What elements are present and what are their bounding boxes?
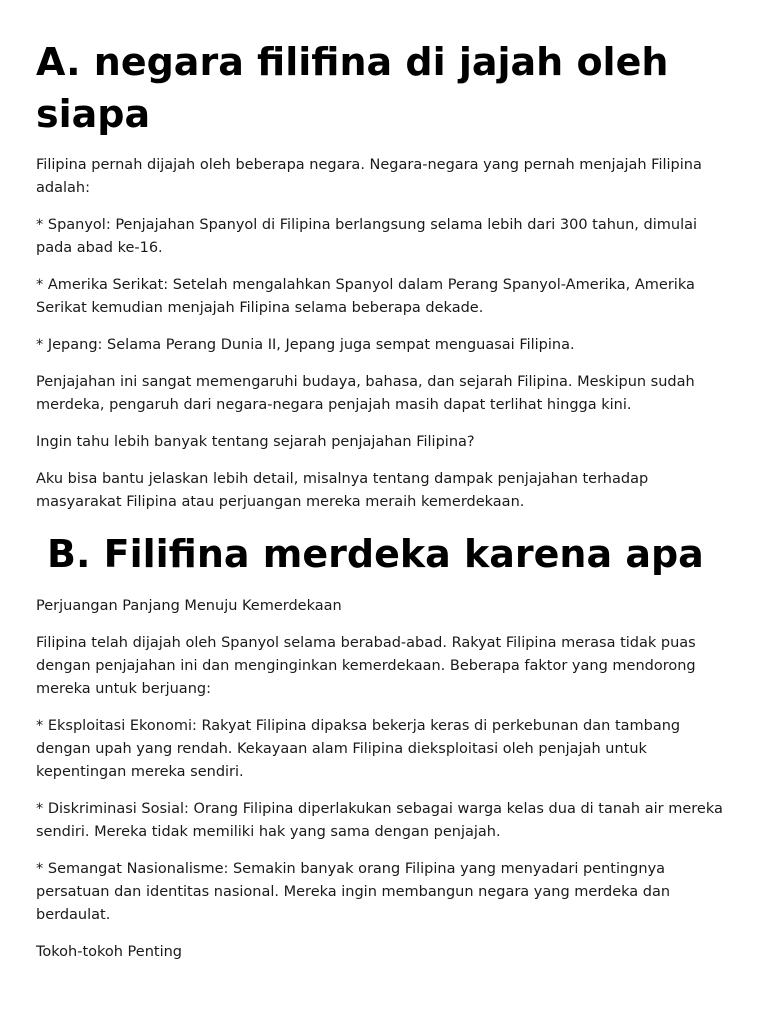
section-b-paragraph: Filipina telah dijajah oleh Spanyol selama berabad-abad. Rakyat Filipina merasa tidak puas dengan penjajahan ini dan menginginkan kemerdekaan. Beberapa faktor yang mendorong mereka untuk berjuang: bbox=[36, 635, 696, 697]
section-b-subheading: Perjuangan Panjang Menuju Kemerdekaan bbox=[36, 598, 342, 614]
section-b-body bbox=[36, 595, 734, 978]
section-b-bullet-nasionalisme: * Semangat Nasionalisme: Semakin banyak orang Filipina yang menyadari pentingnya persatuan dan identitas nasional. Mereka ingin membangun negara yang merdeka dan berdaulat. bbox=[36, 861, 671, 923]
section-b-bullet-sosial: * Diskriminasi Sosial: Orang Filipina diperlakukan sebagai warga kelas dua di tanah air mereka sendiri. Mereka tidak memiliki hak yang sama dengan penjajah. bbox=[36, 801, 723, 840]
section-a-paragraph: Aku bisa bantu jelaskan lebih detail, misalnya tentang dampak penjajahan terhadap masyarakat Filipina atau perjuangan mereka meraih kemerdekaan. bbox=[36, 471, 649, 510]
section-a-body bbox=[36, 154, 734, 528]
section-a-bullet-spanyol: * Spanyol: Penjajahan Spanyol di Filipina berlangsung selama lebih dari 300 tahun, dimulai pada abad ke-16. bbox=[36, 217, 698, 256]
section-a-paragraph: Penjajahan ini sangat memengaruhi budaya, bahasa, dan sejarah Filipina. Meskipun sudah merdeka, pengaruh dari negara-negara penjajah masih dapat terlihat hingga kini. bbox=[36, 374, 695, 413]
section-a-paragraph: Filipina pernah dijajah oleh beberapa negara. Negara-negara yang pernah menjajah Filipina adalah: bbox=[36, 157, 702, 196]
section-a-bullet-amerika: * Amerika Serikat: Setelah mengalahkan Spanyol dalam Perang Spanyol-Amerika, Amerika Serikat kemudian menjajah Filipina selama beberapa dekade. bbox=[36, 277, 695, 316]
section-b-title: B. Filifina merdeka karena apa bbox=[47, 532, 704, 576]
section-a-bullet-jepang: * Jepang: Selama Perang Dunia II, Jepang juga sempat menguasai Filipina. bbox=[36, 337, 575, 353]
section-b-subheading: Tokoh-tokoh Penting bbox=[36, 944, 182, 960]
section-a-paragraph: Ingin tahu lebih banyak tentang sejarah penjajahan Filipina? bbox=[36, 434, 475, 450]
section-a-title: A. negara filifina di jajah oleh siapa bbox=[36, 40, 669, 136]
section-b-bullet-ekonomi: * Eksploitasi Ekonomi: Rakyat Filipina dipaksa bekerja keras di perkebunan dan tambang dengan upah yang rendah. Kekayaan alam Filipina dieksploitasi oleh penjajah untuk kepentingan mereka sendiri. bbox=[36, 718, 681, 780]
